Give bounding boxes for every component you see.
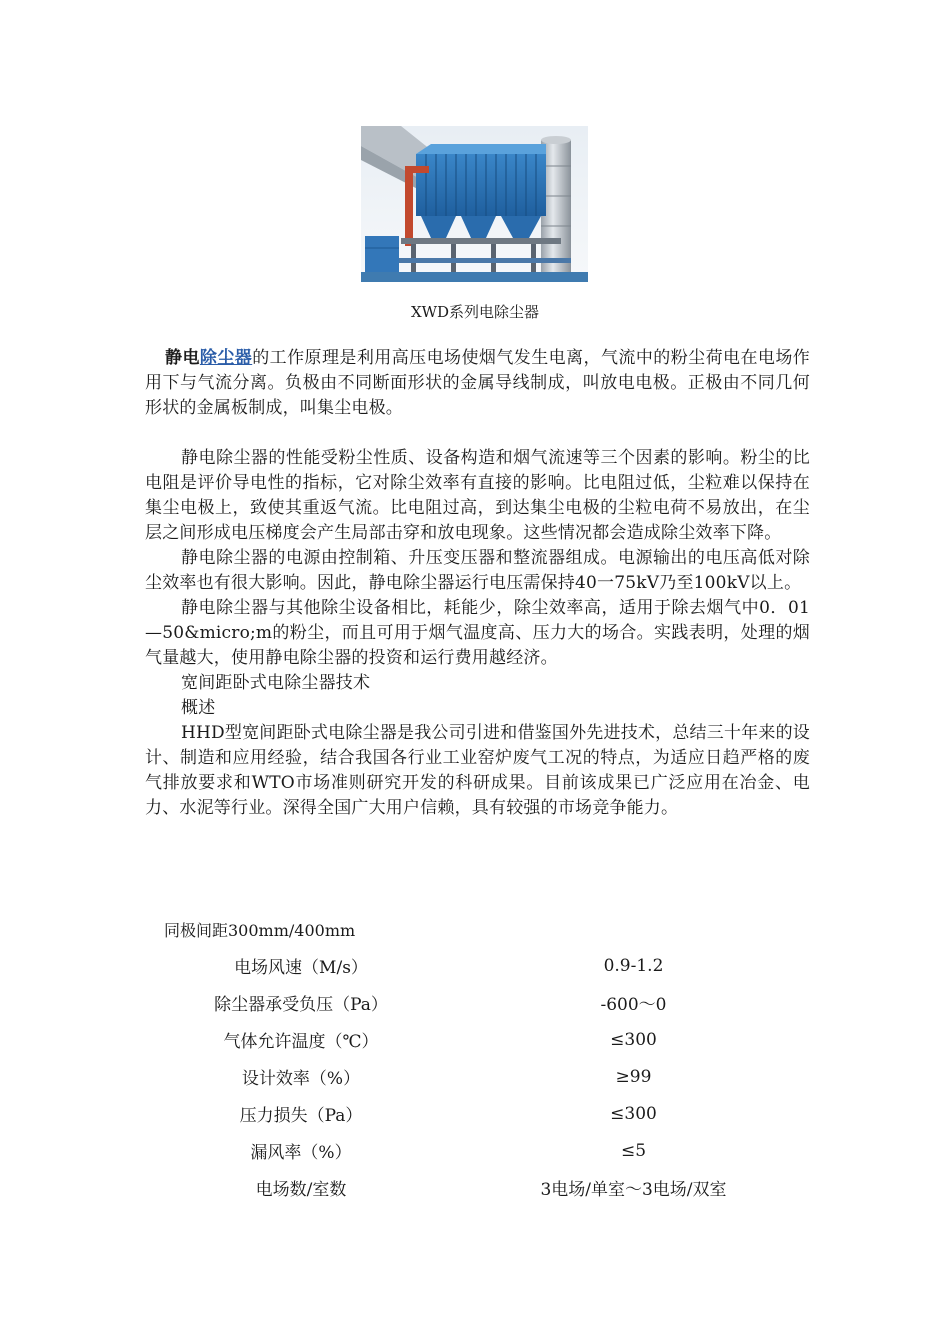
spec-value: -600～0 (600, 995, 667, 1015)
spec-row (145, 984, 810, 1021)
spec-row (145, 1021, 810, 1058)
paragraph-2: 静电除尘器的性能受粉尘性质、设备构造和烟气流速等三个因素的影响。粉尘的比电阻是评价导电性的指标，它对除尘效率有直接的影响。比电阻过低，尘粒难以保持在集尘电极上，致使其重返气流。比电阻过高，到达集尘电极的尘粒电荷不易放出，在尘层之间形成电压梯度会产生局部击穿和放电现象。这些情况都会造成除尘效率下降。 (145, 448, 810, 543)
spec-title: 同极间距300mm/400mm (164, 921, 356, 940)
spec-row (145, 1169, 810, 1206)
photo-caption: XWD系列电除尘器 (410, 303, 540, 321)
spec-value: ≤5 (620, 1140, 647, 1161)
spec-name: 压力损失（Pa） (239, 1106, 363, 1126)
section-heading: 宽间距卧式电除尘器技术 (181, 673, 371, 693)
paragraph-3: 静电除尘器的电源由控制箱、升压变压器和整流器组成。电源输出的电压高低对除尘效率也有很大影响。因此，静电除尘器运行电压需保持40一75kV乃至100kV以上。 (145, 548, 810, 593)
spec-value: ≤300 (610, 1103, 657, 1124)
spec-name: 设计效率（%） (241, 1069, 361, 1089)
paragraph-1 (145, 346, 810, 421)
spec-value: 0.9-1.2 (603, 955, 664, 976)
spec-name: 电场数/室数 (255, 1180, 347, 1200)
spec-row (145, 1132, 810, 1169)
paragraph-1-text: 的工作原理是利用高压电场使烟气发生电离，气流中的粉尘荷电在电场作用下与气流分离。负极由不同断面形状的金属导线制成，叫放电电极。正极由不同几何形状的金属板制成，叫集尘电极。 (145, 348, 811, 418)
spec-table (145, 947, 810, 1206)
spec-row (145, 1058, 810, 1095)
blank-line (145, 421, 810, 446)
spec-value: ≤300 (610, 1029, 657, 1050)
spec-name: 漏风率（%） (250, 1143, 352, 1163)
precipitator-photo (361, 126, 588, 282)
spec-name: 电场风速（M/s） (234, 958, 368, 978)
paragraph-5: HHD型宽间距卧式电除尘器是我公司引进和借鉴国外先进技术，总结三十年来的设计、制造和应用经验，结合我国各行业工业窑炉废气工况的特点，为适应日趋严格的废气排放要求和WTO市场准则研究开发的科研成果。目前该成果已广泛应用在冶金、电力、水泥等行业。深得全国广大用户信赖，具有较强的市场竞争能力。 (145, 723, 810, 818)
subsection-heading: 概述 (181, 698, 216, 718)
dust-collector-link[interactable]: 除尘器 (199, 348, 253, 368)
spec-value: 3电场/单室～3电场/双室 (540, 1180, 727, 1200)
paragraph-4: 静电除尘器与其他除尘设备相比，耗能少，除尘效率高，适用于除去烟气中0．01—50&micro;m的粉尘，而且可用于烟气温度高、压力大的场合。实践表明，处理的烟气量越大，使用静电除尘器的投资和运行费用越经济。 (145, 598, 810, 668)
spec-value: ≥99 (615, 1066, 652, 1087)
spec-row (145, 947, 810, 984)
spec-name: 除尘器承受负压（Pa） (214, 995, 388, 1015)
spec-row (145, 1095, 810, 1132)
spec-name: 气体允许温度（℃） (223, 1032, 379, 1052)
bold-lead: 静电 (165, 348, 200, 368)
article-body (145, 346, 810, 821)
